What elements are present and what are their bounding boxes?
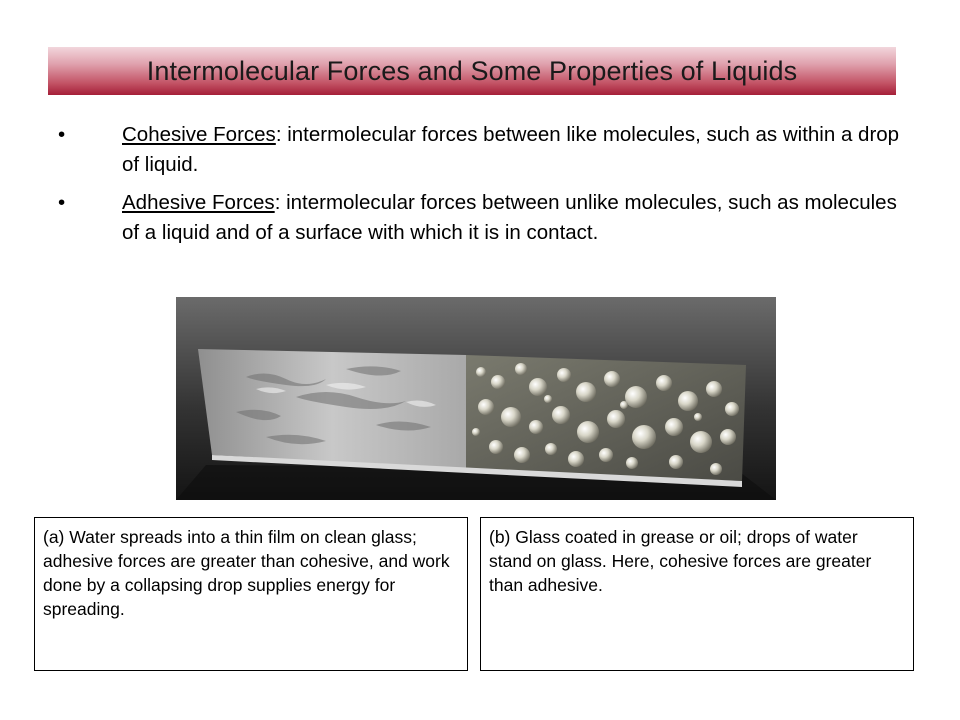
- term-adhesive-forces: Adhesive Forces: [122, 191, 275, 214]
- title-bar: [48, 47, 896, 95]
- bullet-dot: •: [58, 191, 66, 214]
- slide-title: Intermolecular Forces and Some Properties of Liquids: [146, 55, 798, 86]
- caption-greased-glass: (b) Glass coated in grease or oil; drops of water stand on glass. Here, cohesive forces are greater than adhesive.: [480, 517, 914, 671]
- definition-cohesive-forces: : intermolecular forces between like molecules, such as within a drop of liquid.: [122, 123, 900, 176]
- bullet-cohesive-forces: [58, 120, 918, 180]
- caption-clean-glass: (a) Water spreads into a thin film on clean glass; adhesive forces are greater than cohesive, and work done by a collapsing drop supplies energy for spreading.: [34, 517, 468, 671]
- bullet-dot: •: [58, 123, 66, 146]
- bullet-adhesive-forces: [58, 188, 918, 248]
- bullet-list: [58, 120, 918, 256]
- term-cohesive-forces: Cohesive Forces: [122, 123, 276, 146]
- definition-adhesive-forces: : intermolecular forces between unlike molecules, such as molecules of a liquid and of a surface with which it is in contact.: [122, 191, 897, 244]
- glass-slide-photo: [176, 297, 776, 500]
